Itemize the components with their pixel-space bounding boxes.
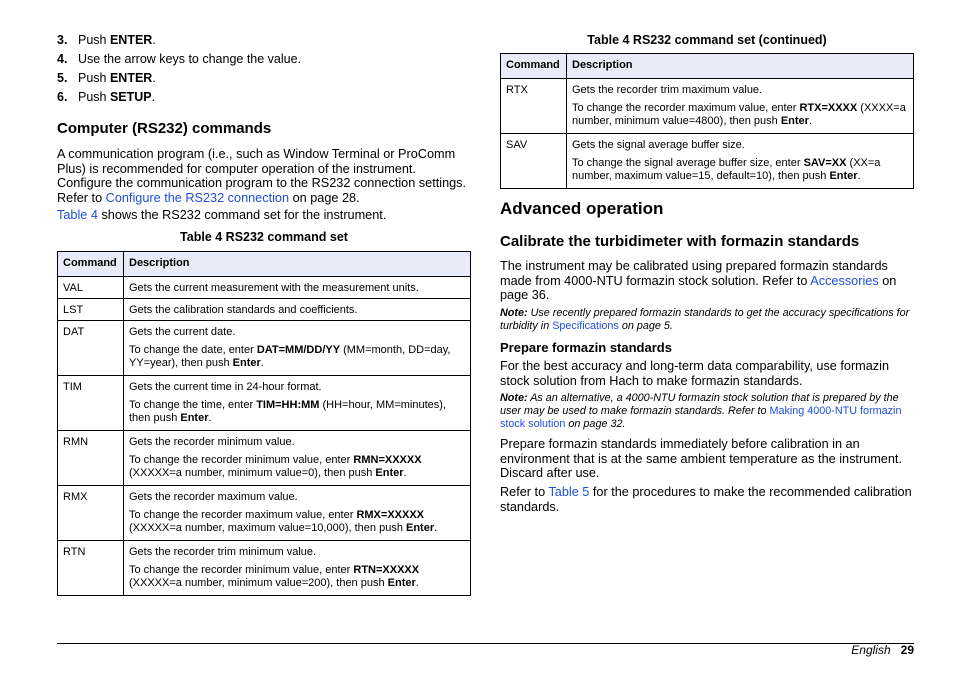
rs232-command-table-continued (500, 53, 914, 189)
table-row (58, 431, 471, 486)
table-5-paragraph: Refer to Table 5 for the procedures to make the recommended calibration standards. (500, 485, 912, 514)
command-cell: RTX (501, 79, 567, 134)
configure-rs232-link[interactable]: Configure the RS232 connection (105, 190, 290, 205)
subsection-title-calibrate: Calibrate the turbidimeter with formazin standards (500, 233, 860, 250)
column-header-description: Description (124, 252, 471, 277)
note-alternative-stock: Note: As an alternative, a 4000-NTU formazin stock solution that is prepared by the user may be used to make formazin standards. Refer to Making 4000-NTU formazin stock solution on page 32. (500, 392, 902, 430)
table-row (58, 486, 471, 541)
table-row (501, 79, 914, 134)
table-row (58, 277, 471, 299)
subsection-title-prepare: Prepare formazin standards (500, 340, 672, 355)
calibrate-intro-paragraph: The instrument may be calibrated using prepared formazin standards made from 4000-NTU formazin stock solution. Refer to Accessories on page 36. (500, 259, 897, 302)
table-row (58, 376, 471, 431)
prepare-paragraph: For the best accuracy and long-term data comparability, use formazin stock solution from Hach to make formazin standards. (500, 359, 890, 388)
table-row (501, 134, 914, 189)
section-title-rs232: Computer (RS232) commands (57, 120, 272, 137)
description-cell: Gets the calibration standards and coefficients. (124, 299, 471, 321)
command-cell: DAT (58, 321, 124, 376)
specifications-link[interactable]: Specifications (552, 320, 619, 332)
step-6: 6. Push SETUP. (57, 90, 156, 104)
footer-rule (57, 643, 914, 644)
rs232-command-table (57, 251, 471, 596)
description-cell: Gets the recorder minimum value. To change the recorder minimum value, enter RMN=XXXXX (XXXXX=a number, minimum value=0), then push Enter. (124, 431, 471, 486)
command-cell: RMN (58, 431, 124, 486)
command-cell: RTN (58, 541, 124, 596)
section-title-advanced-operation: Advanced operation (500, 199, 664, 218)
step-4: 4. Use the arrow keys to change the value. (57, 52, 302, 66)
discard-paragraph: Prepare formazin standards immediately before calibration in an environment that is at the same ambient temperature as the instrument. Discard after use. (500, 437, 902, 480)
column-header-command: Command (501, 54, 567, 79)
column-header-command: Command (58, 252, 124, 277)
table-row (58, 541, 471, 596)
table-reference-paragraph: Table 4 shows the RS232 command set for the instrument. (57, 208, 387, 222)
note-specifications: Note: Use recently prepared formazin standards to get the accuracy specifications for turbidity in Specifications on page 5. (500, 307, 910, 332)
table-4-caption: Table 4 RS232 command set (180, 230, 348, 244)
table-4-continued-caption: Table 4 RS232 command set (continued) (587, 33, 827, 47)
step-5: 5. Push ENTER. (57, 71, 156, 85)
command-cell: RMX (58, 486, 124, 541)
description-cell: Gets the current measurement with the measurement units. (124, 277, 471, 299)
table-header-row (58, 252, 471, 277)
step-3: 3. Push ENTER. (57, 33, 156, 47)
page-footer (851, 643, 914, 657)
table-row (58, 321, 471, 376)
page-number: 29 (900, 643, 914, 657)
table-4-link[interactable]: Table 4 (57, 208, 98, 222)
rs232-intro-paragraph: A communication program (i.e., such as Window Terminal or ProComm Plus) is recommended for computer operation of the instrument. Configure the communication program to the RS232 connection settings. Refer to Configure the RS232 connection on page 28. (57, 147, 467, 205)
description-cell: Gets the current time in 24-hour format. To change the time, enter TIM=HH:MM (HH=hour, MM=minutes), then push Enter. (124, 376, 471, 431)
command-cell: TIM (58, 376, 124, 431)
command-cell: SAV (501, 134, 567, 189)
table-row (58, 299, 471, 321)
command-cell: LST (58, 299, 124, 321)
description-cell: Gets the recorder trim minimum value. To change the recorder minimum value, enter RTN=XXXXX (XXXXX=a number, minimum value=200), then push Enter. (124, 541, 471, 596)
description-cell: Gets the recorder trim maximum value. To change the recorder maximum value, enter RTX=XXXX (XXXX=a number, minimum value=4800), then push Enter. (567, 79, 914, 134)
description-cell: Gets the recorder maximum value. To change the recorder maximum value, enter RMX=XXXXX (XXXXX=a number, maximum value=10,000), then push Enter. (124, 486, 471, 541)
command-cell: VAL (58, 277, 124, 299)
table-header-row (501, 54, 914, 79)
footer-language: English (851, 643, 891, 657)
description-cell: Gets the current date. To change the date, enter DAT=MM/DD/YY (MM=month, DD=day, YY=year), then push Enter. (124, 321, 471, 376)
description-cell: Gets the signal average buffer size. To change the signal average buffer size, enter SAV=XX (XX=a number, maximum value=15, default=10), then push Enter. (567, 134, 914, 189)
making-stock-solution-link[interactable]: Making 4000-NTU formazin stock solution (500, 405, 902, 430)
table-5-link[interactable]: Table 5 (548, 485, 590, 499)
accessories-link[interactable]: Accessories (810, 273, 879, 288)
column-header-description: Description (567, 54, 914, 79)
